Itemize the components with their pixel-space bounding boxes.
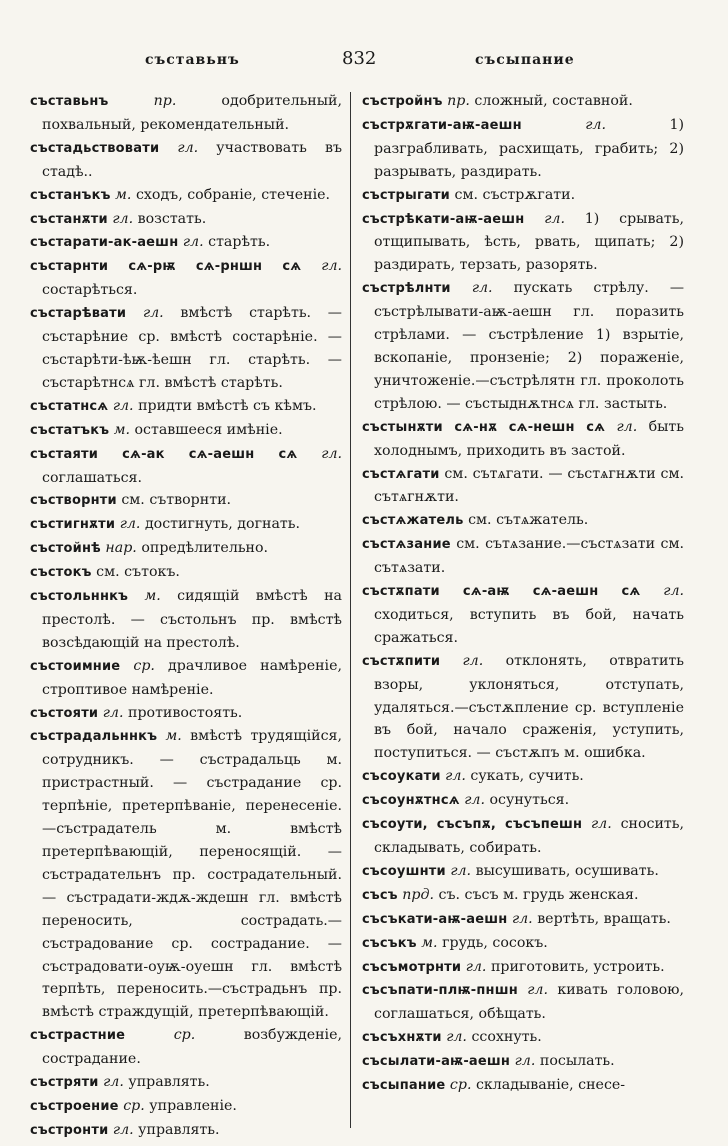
entry-grammar: ср. (173, 1027, 196, 1044)
entry-headword: състатъкъ (30, 422, 110, 438)
dictionary-entry (30, 302, 342, 395)
dictionary-entry (30, 208, 342, 232)
entry-headword: състоимние (30, 658, 121, 674)
entry-headword: съсоукати (362, 769, 441, 785)
entry-headword: съсылати-аѭ-аешн (362, 1054, 511, 1070)
entry-definition: опредѣлительно. (141, 540, 269, 557)
entry-definition: участвовать въ стадѣ.. (42, 139, 342, 180)
entry-definition: см. състрѫгати. (454, 186, 576, 203)
entry-headword: съсоунѫтнсѧ (362, 793, 460, 809)
entry-definition: см. сътѧзание.—състѧзати см. сътѧзати. (374, 536, 684, 577)
entry-definition: см. сътокъ. (96, 564, 180, 581)
entry-headword: състанъкъ (30, 187, 111, 203)
entry-headword: съсоушнти (362, 863, 446, 879)
entry-definition: придти вмѣстѣ съ кѣмъ. (138, 397, 317, 414)
entry-definition: управлять. (138, 1121, 220, 1138)
entry-definition: 1) разграбливать, расхищать, грабить; 2) разрывать, раздирать. (374, 116, 684, 180)
dictionary-entry (362, 509, 684, 533)
dictionary-entry (30, 90, 342, 137)
entry-headword: състрѣкати-аѭ-аешн (362, 211, 525, 227)
entry-headword: състряти (30, 1075, 99, 1091)
entry-grammar: гл. (103, 1074, 124, 1091)
entry-definition: 1) срывать, отщипывать, ѣсть, рвать, щипать; 2) раздирать, терзать, разорять. (374, 210, 684, 274)
entry-grammar: гл. (112, 210, 134, 227)
entry-grammar: м. (115, 186, 132, 203)
dictionary-entry (362, 90, 684, 114)
entry-definition: вмѣстѣ старѣть. — състарѣние ср. вмѣстѣ состарѣніе. —състарѣти-ѣѭ-ѣешн гл. старѣть. — състарѣтнсѧ гл. вмѣстѣ старѣть. (42, 305, 342, 391)
running-head-left: съставьнъ (145, 52, 240, 68)
entry-grammar: гл. (616, 418, 638, 435)
entry-definition: сидящій вмѣстѣ на престолѣ. — състольнъ пр. вмѣстѣ возсѣдающій на престолѣ. (42, 588, 342, 651)
entry-grammar: гл. (102, 704, 124, 721)
entry-headword: състигнѫти (30, 517, 116, 533)
entry-grammar: гл. (177, 139, 199, 156)
entry-headword: състаяти сѧ-ак сѧ-аешн сѧ (30, 446, 298, 462)
entry-definition: грудь, сосокъ. (442, 934, 548, 951)
entry-definition: ссохнуть. (471, 1029, 542, 1046)
entry-headword: съсъхнѫти (362, 1030, 442, 1046)
entry-definition: осунуться. (489, 792, 570, 809)
entry-definition: быть холоднымъ, приходить въ застой. (374, 418, 684, 459)
dictionary-entry (30, 655, 342, 702)
entry-grammar: м. (144, 588, 161, 605)
entry-headword: състѫпити (362, 653, 441, 669)
entry-headword: състадьствовати (30, 140, 160, 156)
entry-definition: сукать, сучить. (470, 768, 584, 785)
entry-headword: съсъ (362, 887, 398, 903)
entry-grammar: гл. (544, 210, 565, 227)
entry-definition: сходиться, вступить въ бой, начать сражаться. (374, 606, 684, 646)
running-head-right: съсыпание (475, 52, 575, 68)
dictionary-entry (362, 650, 684, 766)
entry-grammar: гл. (591, 816, 612, 833)
entry-definition: вертѣть, вращать. (537, 910, 671, 927)
dictionary-entry (362, 956, 684, 980)
entry-headword: състынѫти сѧ-нѫ сѧ-нешн сѧ (362, 419, 606, 435)
dictionary-entry (362, 1050, 684, 1074)
entry-definition: отклонять, отвратить взоры, уклоняться, отступать, удаляться.—състѫпление ср. вступленіе въ бой, начало сраженія, уступить, поступиться. — състѫпъ м. ошибка. (374, 652, 684, 762)
entry-grammar: гл. (464, 792, 485, 809)
dictionary-entry (30, 513, 342, 537)
entry-headword: състанѫти (30, 211, 108, 227)
entry-headword: съсъпати-плѭ-пншн (362, 983, 518, 999)
entry-definition: оставшееся имѣніе. (134, 421, 283, 438)
entry-definition: кивать головою, соглашаться, обѣщать. (374, 982, 684, 1023)
entry-grammar: ср. (123, 1097, 145, 1114)
entry-definition: см. сътворнти. (121, 492, 232, 509)
dictionary-entry (30, 231, 342, 255)
entry-grammar: пр. (447, 93, 470, 109)
entry-definition: возстать. (137, 210, 207, 227)
entry-grammar: гл. (119, 516, 141, 533)
entry-definition: состарѣться. (42, 282, 138, 299)
entry-grammar: гл. (585, 116, 606, 133)
dictionary-entry (362, 1074, 684, 1098)
dictionary-entry (362, 208, 684, 278)
dictionary-entry (30, 585, 342, 655)
entry-headword: състрыгати (362, 187, 450, 203)
entry-definition: одобрительный, похвальный, рекомендательный. (42, 93, 342, 133)
dictionary-entry (30, 419, 342, 443)
entry-grammar: м. (113, 421, 130, 438)
entry-headword: състарати-ак-аешн (30, 235, 179, 251)
dictionary-entry (30, 395, 342, 419)
entry-definition: управленіе. (149, 1097, 237, 1114)
entry-headword: съсъкъ (362, 935, 417, 951)
dictionary-entry (362, 1026, 684, 1050)
dictionary-entry (362, 932, 684, 956)
entry-definition: см. сътѧгати. — състѧгнѫти см. сътѧгнѫти. (374, 465, 684, 506)
entry-grammar: гл. (445, 768, 466, 785)
entry-grammar: гл. (471, 280, 493, 297)
dictionary-entry (30, 702, 342, 726)
entry-definition: см. сътѧжатель. (468, 512, 589, 529)
dictionary-entry (30, 255, 342, 302)
dictionary-entry (30, 443, 342, 490)
entry-definition: складываніе, снесе- (475, 1077, 626, 1094)
entry-grammar: гл. (462, 652, 484, 669)
entry-headword: съсоути, съсъпѫ, съсъпешн (362, 817, 583, 833)
entry-grammar: гл. (182, 234, 204, 251)
dictionary-entry (362, 765, 684, 789)
entry-headword: състѧгати (362, 466, 440, 482)
dictionary-entry (362, 277, 684, 415)
dictionary-entry (30, 137, 342, 184)
dictionary-entry (30, 184, 342, 208)
entry-grammar: гл. (527, 982, 548, 999)
entry-grammar: гл. (511, 910, 533, 927)
entry-headword: състронти (30, 1122, 109, 1138)
dictionary-entry (362, 979, 684, 1026)
entry-definition: управлять. (128, 1074, 210, 1091)
entry-headword: състрѣлнти (362, 281, 451, 297)
entry-definition: достигнуть, догнать. (144, 516, 301, 533)
entry-headword: състояти (30, 705, 99, 721)
entry-definition: соглашаться. (42, 469, 143, 486)
entry-grammar: гл. (321, 258, 342, 275)
entry-headword: състроение (30, 1098, 119, 1114)
entry-headword: състѧзание (362, 537, 451, 553)
entry-grammar: гл. (112, 1121, 134, 1138)
page-number: 832 (342, 48, 377, 69)
entry-grammar: пр. (153, 93, 177, 109)
dictionary-entry (362, 908, 684, 932)
column-divider (350, 92, 351, 1128)
entry-definition: противостоять. (128, 704, 243, 721)
right-column (362, 90, 684, 1140)
dictionary-entry (362, 184, 684, 208)
entry-headword: състарнти сѧ-рѭ сѧ-рншн сѧ (30, 259, 302, 275)
dictionary-entry (362, 533, 684, 580)
entry-headword: състѫпати сѧ-аѭ сѧ-аешн сѧ (362, 584, 641, 600)
entry-grammar: гл. (465, 958, 487, 975)
dictionary-entry (362, 789, 684, 813)
dictionary-entry (362, 416, 684, 463)
entry-headword: състарѣвати (30, 306, 127, 322)
entry-grammar: нар. (105, 540, 137, 557)
entry-headword: състойнѣ (30, 541, 101, 557)
dictionary-entry (362, 580, 684, 650)
dictionary-entry (30, 1024, 342, 1071)
entry-grammar: м. (165, 728, 182, 745)
entry-grammar: гл. (321, 445, 342, 462)
entry-definition: сходъ, собраніе, стеченіе. (135, 186, 331, 203)
entry-definition: сносить, складывать, собирать. (374, 816, 684, 856)
entry-headword: състрѫгати-аѭ-аешн (362, 117, 522, 133)
entry-grammar: прд. (402, 886, 435, 903)
entry-headword: съсыпание (362, 1078, 446, 1094)
entry-definition: приготовить, устроить. (490, 958, 665, 975)
entry-grammar: ср. (133, 657, 155, 674)
entry-headword: състройнъ (362, 94, 443, 109)
entry-grammar: гл. (142, 305, 164, 322)
entry-headword: състѧжатель (362, 513, 464, 529)
dictionary-entry (30, 1071, 342, 1095)
entry-definition: вмѣстѣ трудящійся, сотрудникъ. — състрадальць м. пристрастный. — състрадание ср. терпѣніе, претерпѣваніе, перенесеніе. —състрадатель м. вмѣстѣ претерпѣвающій, переносящій. — състрадательнъ пр. сострадательный. — състрадати-ждѫ-ждешн гл. вмѣстѣ переносить, сострадать.—състрадование ср. сострадание. — състрадовати-оуѭ-оуешн гл. вмѣстѣ терпѣть, переносить.—състрадьнъ пр. вмѣстѣ страждущій, претерпѣвающій. (42, 728, 342, 1021)
dictionary-entry (362, 860, 684, 884)
entry-grammar: гл. (663, 583, 684, 600)
entry-grammar: гл. (112, 397, 134, 414)
dictionary-entry (362, 114, 684, 184)
entry-definition: пускать стрѣлу. — състрѣлывати-аѭ-аешн гл. поразить стрѣлами. — състрѣление 1) взрытіе, вскопаніе, пронзеніе; 2) пораженіе, уничтоженіе.—състрѣлятн гл. проколоть стрѣлою. — състыднѫтнсѧ гл. застыть. (374, 280, 684, 412)
entry-headword: състатнсѧ (30, 398, 109, 414)
entry-grammar: гл. (450, 862, 472, 879)
entry-headword: съсъмотрнти (362, 959, 462, 975)
entry-definition: старѣть. (208, 234, 271, 251)
dictionary-entry (362, 463, 684, 510)
dictionary-entry (30, 489, 342, 513)
entry-definition: возбужденіе, сострадание. (42, 1027, 342, 1068)
entry-definition: высушивать, осушивать. (475, 862, 659, 879)
entry-headword: състрастние (30, 1028, 126, 1044)
entry-definition: посылать. (539, 1053, 615, 1070)
entry-headword: съставьнъ (30, 94, 109, 109)
dictionary-entry (30, 725, 342, 1024)
entry-headword: състольннкъ (30, 589, 129, 605)
entry-headword: състокъ (30, 565, 92, 581)
entry-headword: състворнти (30, 493, 117, 509)
entry-definition: драчливое намѣреніе, строптивое намѣреніе. (42, 657, 342, 698)
entry-grammar: ср. (449, 1077, 472, 1094)
entry-definition: съ. съсъ м. грудь женская. (438, 886, 639, 903)
dictionary-entry (362, 884, 684, 908)
dictionary-entry (30, 1119, 342, 1140)
dictionary-entry (30, 561, 342, 585)
entry-grammar: гл. (514, 1053, 536, 1070)
dictionary-entry (30, 1095, 342, 1119)
entry-grammar: гл. (446, 1029, 467, 1046)
entry-headword: състрадальннкъ (30, 729, 158, 745)
entry-grammar: м. (421, 934, 438, 951)
entry-headword: съсъкати-аѭ-аешн (362, 911, 508, 927)
dictionary-entry (362, 813, 684, 860)
page-header (0, 48, 728, 86)
entry-definition: сложный, составной. (474, 93, 633, 109)
left-column (30, 90, 342, 1140)
dictionary-entry (30, 537, 342, 561)
